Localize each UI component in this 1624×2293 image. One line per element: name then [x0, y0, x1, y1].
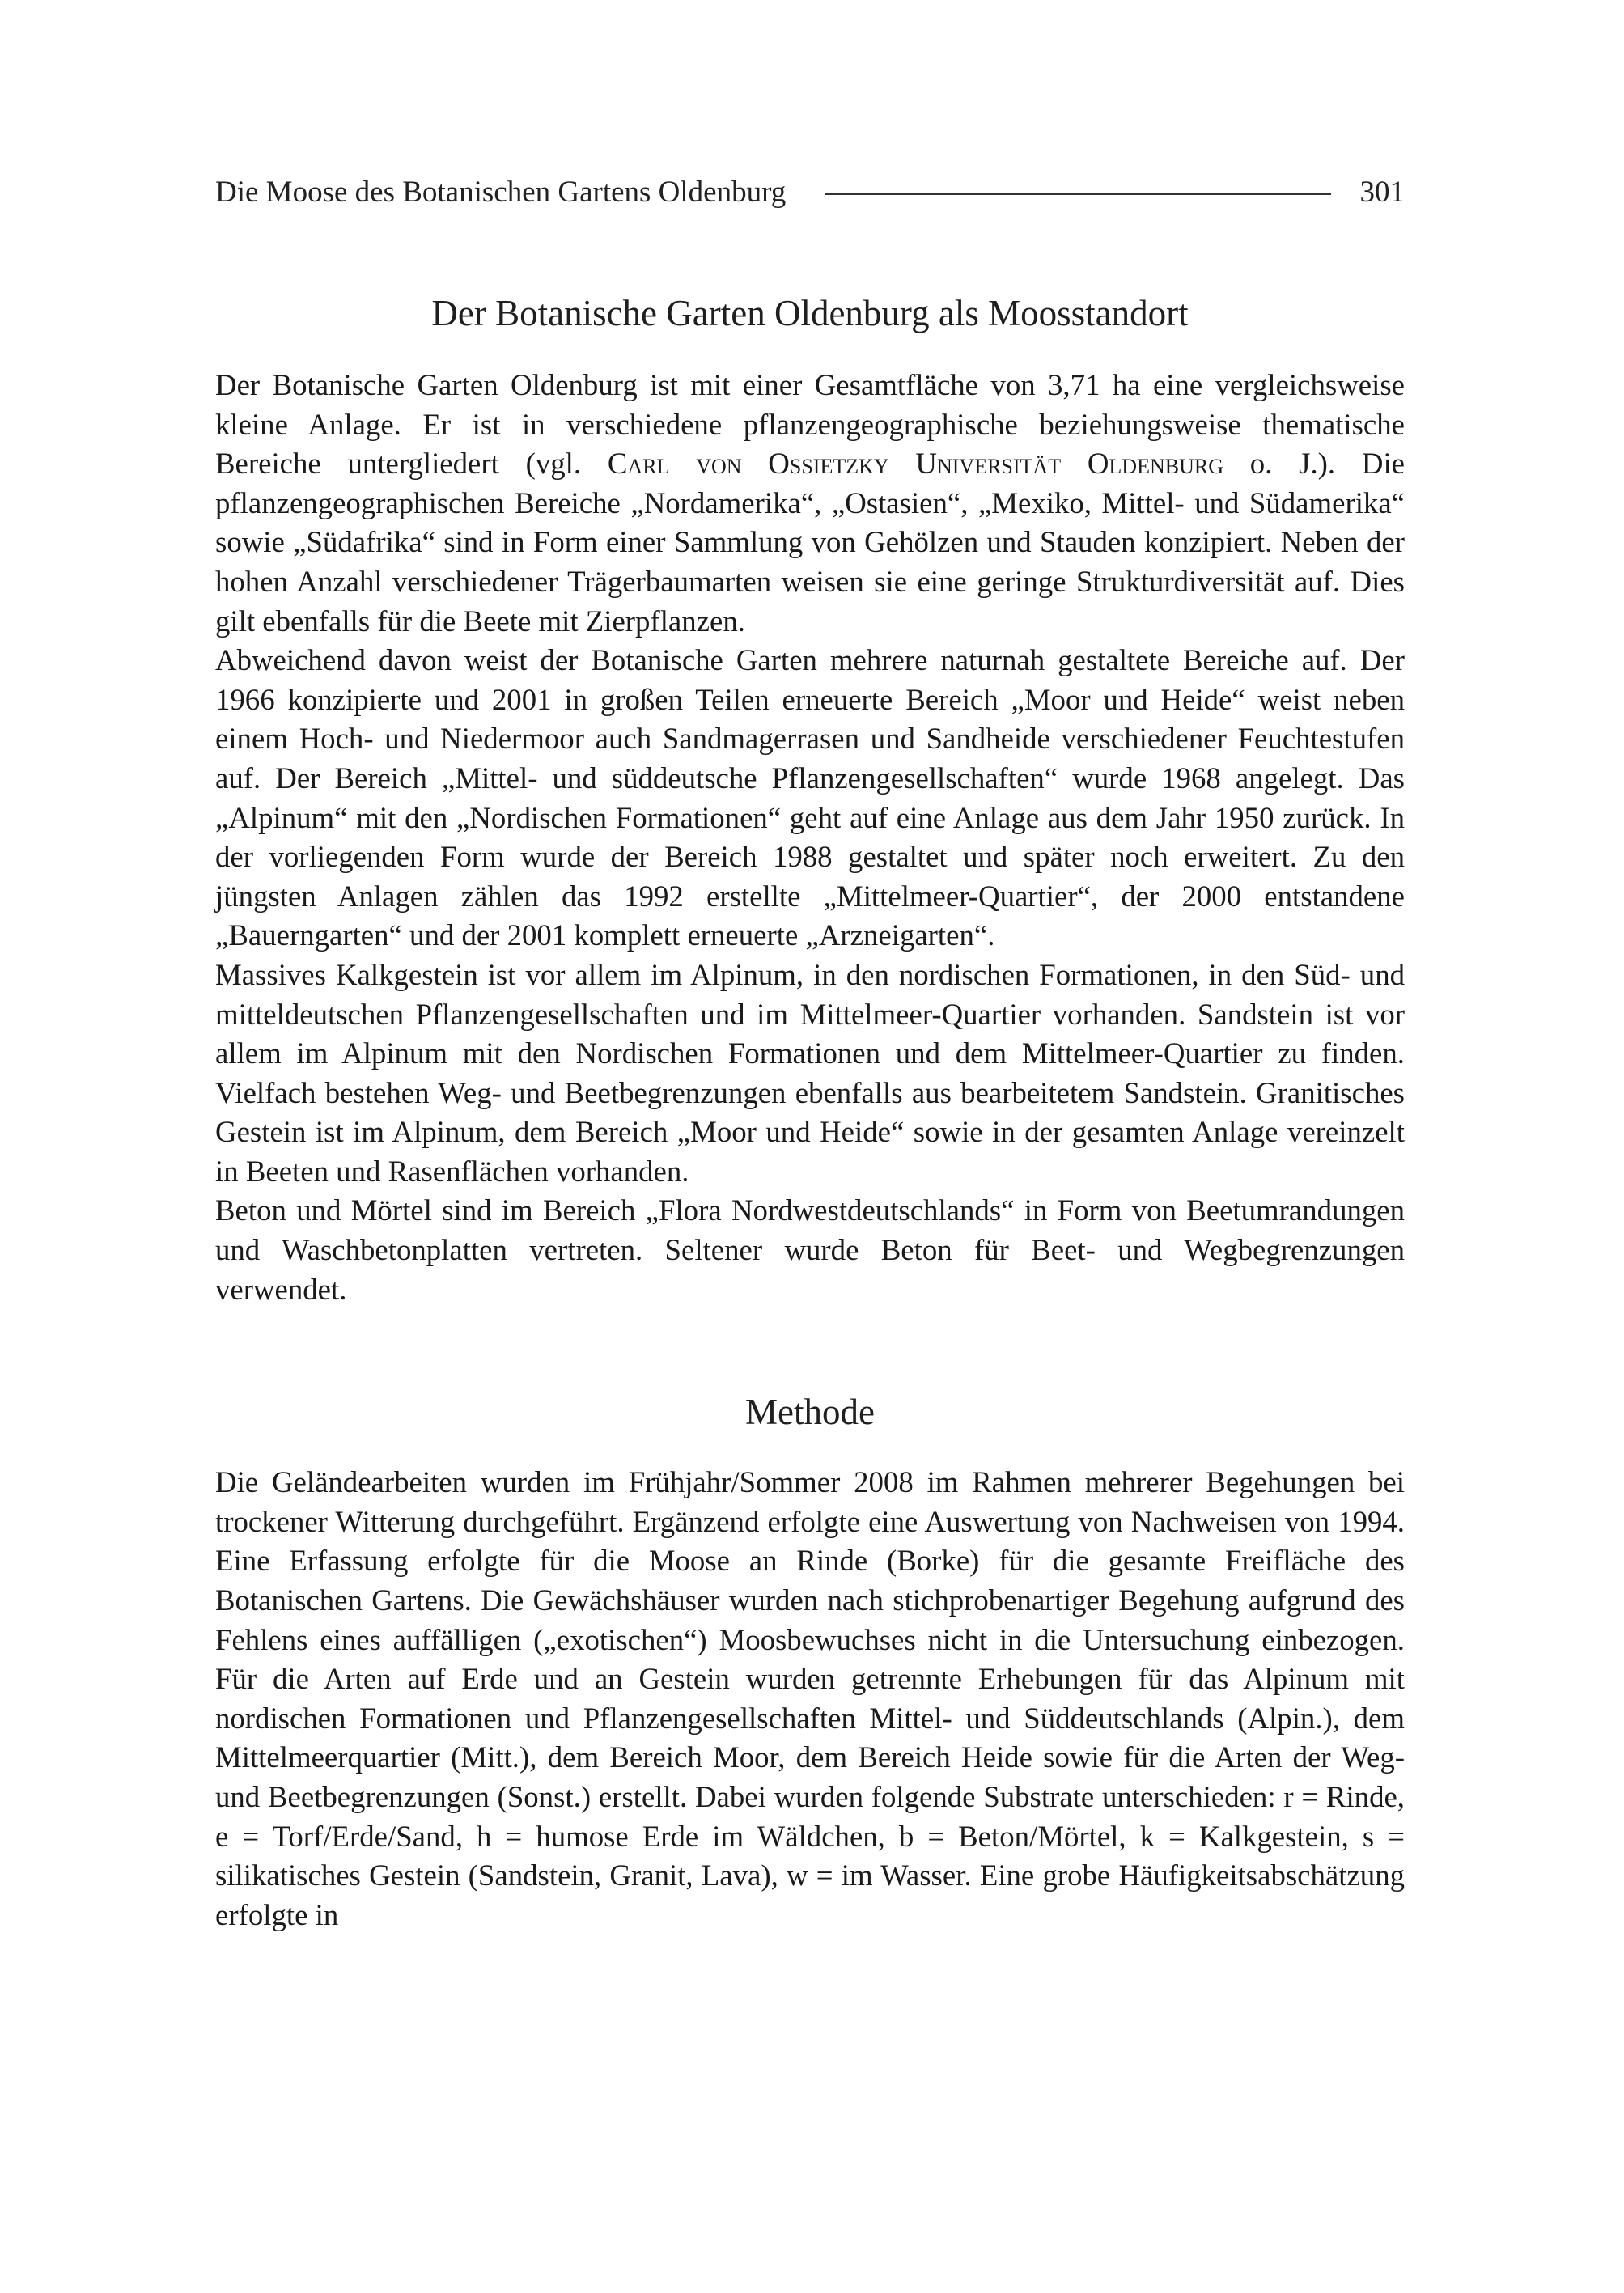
page-number: 301 [1359, 176, 1405, 209]
paragraph-1-text-b: o. J.). Die pflanzengeographischen Bereiche „Nordamerika“, „Ostasien“, „Mexiko, Mittel- und Südamerika“ sowie „Südafrika“ sind in Form einer Sammlung von Gehölzen und Stauden konzipiert. Neben der hohen Anzahl verschiedener Trägerbaumarten weisen sie eine geringe Strukturdiversität auf. Dies gilt ebenfalls für die Beete mit Zierpflanzen. [215, 447, 1406, 638]
section-heading-moosstandort: Der Botanische Garten Oldenburg als Moosstandort [431, 293, 1189, 333]
citation-author: Carl von Ossietzky Universität Oldenburg [607, 447, 1223, 481]
paragraph-1 [215, 366, 1405, 641]
paragraph-methode: Die Geländearbeiten wurden im Frühjahr/Sommer 2008 im Rahmen mehrerer Begehungen bei trockener Witterung durchgeführt. Ergänzend erfolgte eine Auswertung von Nachweisen von 1994. Eine Erfassung erfolgte für die Moose an Rinde (Borke) für die gesamte Freifläche des Botanischen Gartens. Die Gewächshäuser wurden nach stichprobenartiger Begehung aufgrund des Fehlens eines auffälligen („exotischen“) Moosbewuchses nicht in die Untersuchung einbezogen. Für die Arten auf Erde und an Gestein wurden getrennte Erhebungen für das Alpinum mit nordischen Formationen und Pflanzengesellschaften Mittel- und Süddeutschlands (Alpin.), dem Mittelmeerquartier (Mitt.), dem Bereich Moor, dem Bereich Heide sowie für die Arten der Weg- und Beetbegrenzungen (Sonst.) erstellt. Dabei wurden folgende Substrate unterschieden: r = Rinde, e = Torf/Erde/Sand, h = humose Erde im Wäldchen, b = Beton/Mörtel, k = Kalkgestein, s = silikatisches Gestein (Sandstein, Granit, Lava), w = im Wasser. Eine grobe Häufigkeitsabschätzung erfolgte in [215, 1465, 1405, 1931]
paragraph-1-text-a: Der Botanische Garten Oldenburg ist mit einer Gesamtfläche von 3,71 ha eine vergleichsweise kleine Anlage. Er ist in verschiedene pflanzengeographische beziehungsweise thematische Bereiche untergliedert (vgl. [215, 368, 1405, 481]
paragraph-3: Massives Kalkgestein ist vor allem im Alpinum, in den nordischen Formationen, in den Süd- und mitteldeutschen Pflanzengesellschaften und im Mittelmeer-Quartier vorhanden. Sandstein ist vor allem im Alpinum mit den Nordischen Formationen und dem Mittelmeer-Quartier zu finden. Vielfach bestehen Weg- und Beetbegrenzungen ebenfalls aus bearbeitetem Sandstein. Granitisches Gestein ist im Alpinum, dem Bereich „Moor und Heide“ sowie in der gesamten Anlage vereinzelt in Beeten und Rasenflächen vorhanden. [215, 957, 1405, 1188]
section-heading-methode: Methode [745, 1392, 875, 1433]
paragraph-4: Beton und Mörtel sind im Bereich „Flora Nordwestdeutschlands“ in Form von Beetumrandungen und Waschbetonplatten vertreten. Seltener wurde Beton für Beet- und Wegbegrenzungen verwendet. [215, 1193, 1405, 1306]
paragraph-2: Abweichend davon weist der Botanische Garten mehrere naturnah gestaltete Bereiche auf. Der 1966 konzipierte und 2001 in großen Teilen erneuerte Bereich „Moor und Heide“ weist neben einem Hoch- und Niedermoor auch Sandmagerrasen und Sandheide verschiedener Feuchtestufen auf. Der Bereich „Mittel- und süddeutsche Pflanzengesellschaften“ wurde 1968 angelegt. Das „Alpinum“ mit den „Nordischen Formationen“ geht auf eine Anlage aus dem Jahr 1950 zurück. In der vorliegenden Form wurde der Bereich 1988 gestaltet und später noch erweitert. Zu den jüngsten Anlagen zählen das 1992 erstellte „Mittelmeer-Quartier“, der 2000 entstandene „Bauerngarten“ und der 2001 komplett erneuerte „Arzneigarten“. [215, 643, 1405, 952]
running-head-title: Die Moose des Botanischen Gartens Oldenburg [215, 176, 787, 209]
running-head-rule [825, 193, 1330, 195]
page-body [215, 175, 1405, 1935]
running-head [215, 175, 1405, 210]
